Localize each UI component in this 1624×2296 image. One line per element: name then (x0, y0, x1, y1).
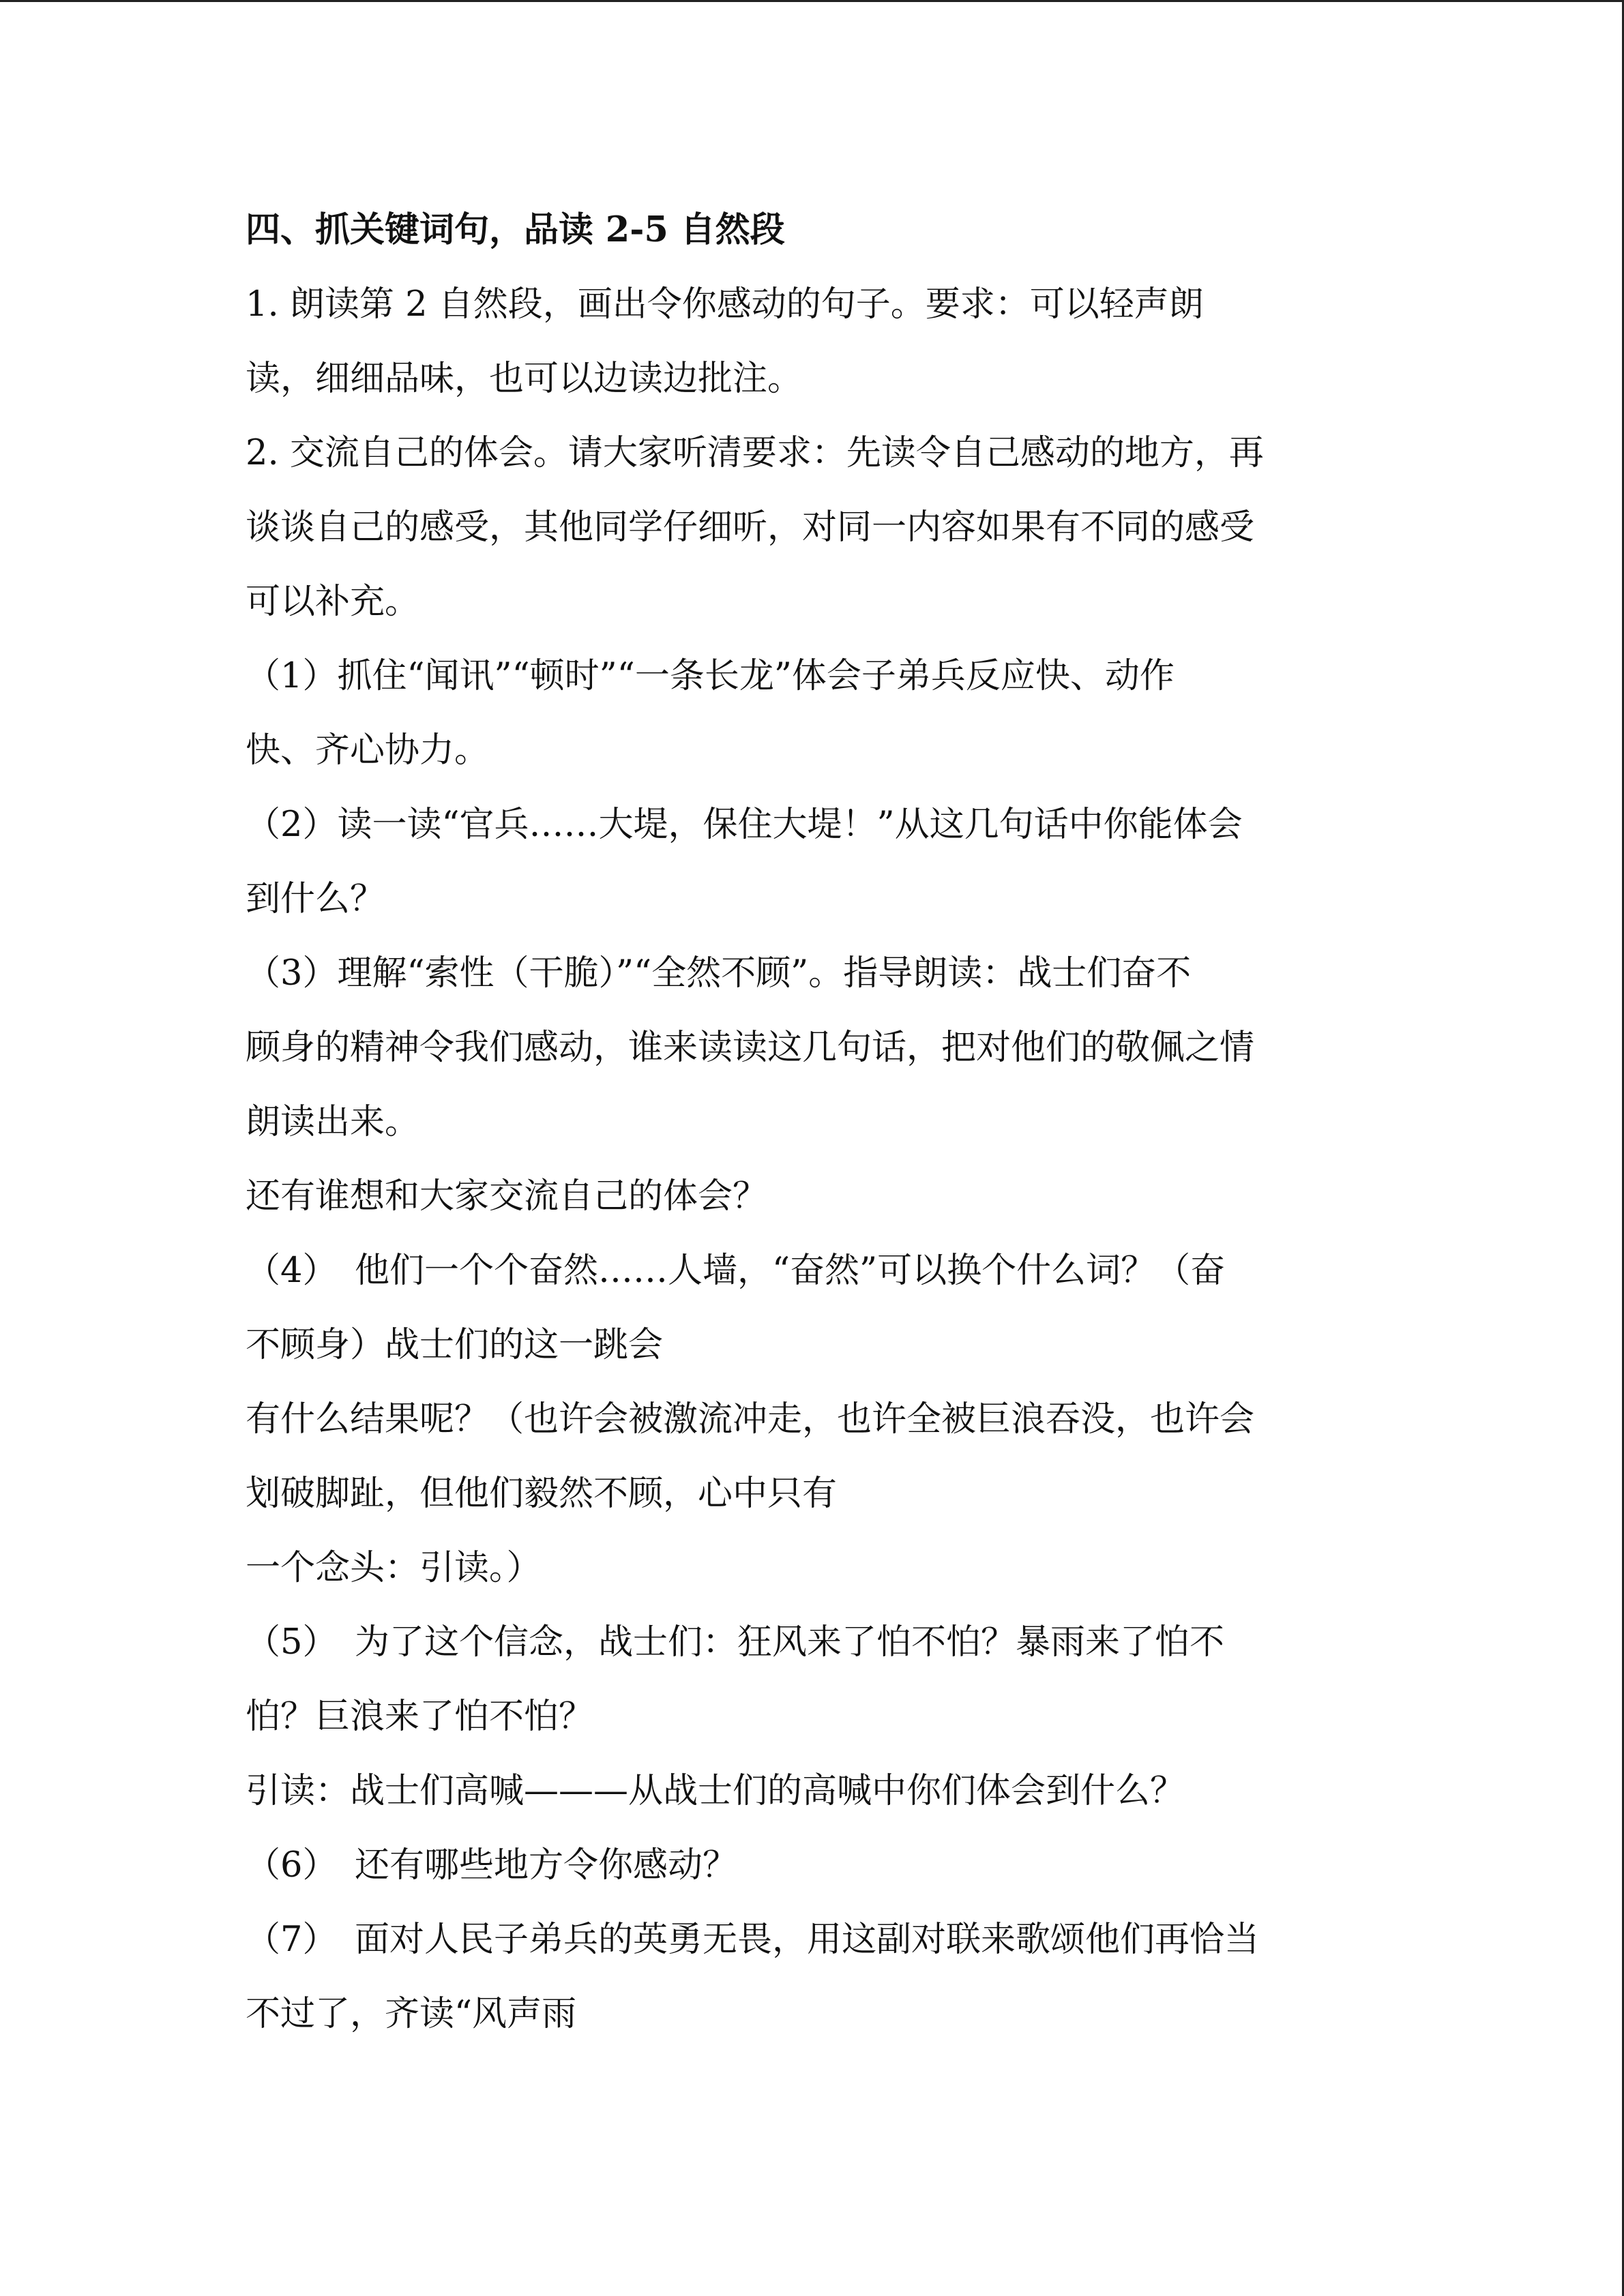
paragraph-line: 朗读出来。 (246, 1102, 420, 1142)
paragraph-line: （6） 还有哪些地方令你感动？ (246, 1845, 737, 1885)
paragraph-line: 谈谈自己的感受，其他同学仔细听，对同一内容如果有不同的感受 (246, 507, 1255, 548)
paragraph-line: 引读：战士们高喊———从战士们的高喊中你们体会到什么？ (246, 1771, 1185, 1811)
paragraph-line: 不顾身）战士们的这一跳会 (246, 1325, 664, 1365)
paragraph-line: 2. 交流自己的体会。请大家听清要求：先读令自己感动的地方，再 (246, 433, 1264, 473)
paragraph-line: 1. 朗读第 2 自然段，画出令你感动的句子。要求：可以轻声朗 (246, 284, 1204, 325)
paragraph-line: 顾身的精神令我们感动，谁来读读这几句话，把对他们的敬佩之情 (246, 1028, 1255, 1068)
paragraph-line: （5） 为了这个信念，战士们：狂风来了怕不怕？暴雨来了怕不 (246, 1622, 1224, 1663)
paragraph-line: （2）读一读“官兵……大堤，保住大堤！”从这几句话中你能体会 (246, 805, 1243, 845)
paragraph-line: （3）理解“索性（干脆）”“全然不顾”。指导朗读：战士们奋不 (246, 953, 1192, 994)
paragraph-line: （7） 面对人民子弟兵的英勇无畏，用这副对联来歌颂他们再恰当 (246, 1920, 1259, 1960)
paragraph-line: 还有谁想和大家交流自己的体会？ (246, 1176, 768, 1217)
paragraph-line: 到什么？ (246, 879, 385, 919)
paragraph-line: 一个念头：引读。） (246, 1548, 542, 1588)
paragraph-line: 不过了，齐读“风声雨 (246, 1994, 577, 2034)
document-body (246, 193, 1378, 2051)
paragraph-line: 有什么结果呢？（也许会被激流冲走，也许全被巨浪吞没，也许会 (246, 1399, 1255, 1440)
paragraph-line: 快、齐心协力。 (246, 730, 490, 771)
paragraph-line: （4） 他们一个个奋然……人墙，“奋然”可以换个什么词？（奋 (246, 1251, 1226, 1291)
section-heading: 四、抓关键词句，品读 2-5 自然段 (246, 209, 785, 250)
paragraph-line: 怕？巨浪来了怕不怕？ (246, 1697, 594, 1737)
paragraph-line: 读，细细品味，也可以边读边批注。 (246, 359, 803, 399)
paragraph-line: （1）抓住“闻讯”“顿时”“一条长龙”体会子弟兵反应快、动作 (246, 656, 1175, 696)
paragraph-line: 可以补充。 (246, 582, 420, 622)
paragraph-line: 划破脚趾，但他们毅然不顾，心中只有 (246, 1474, 838, 1514)
